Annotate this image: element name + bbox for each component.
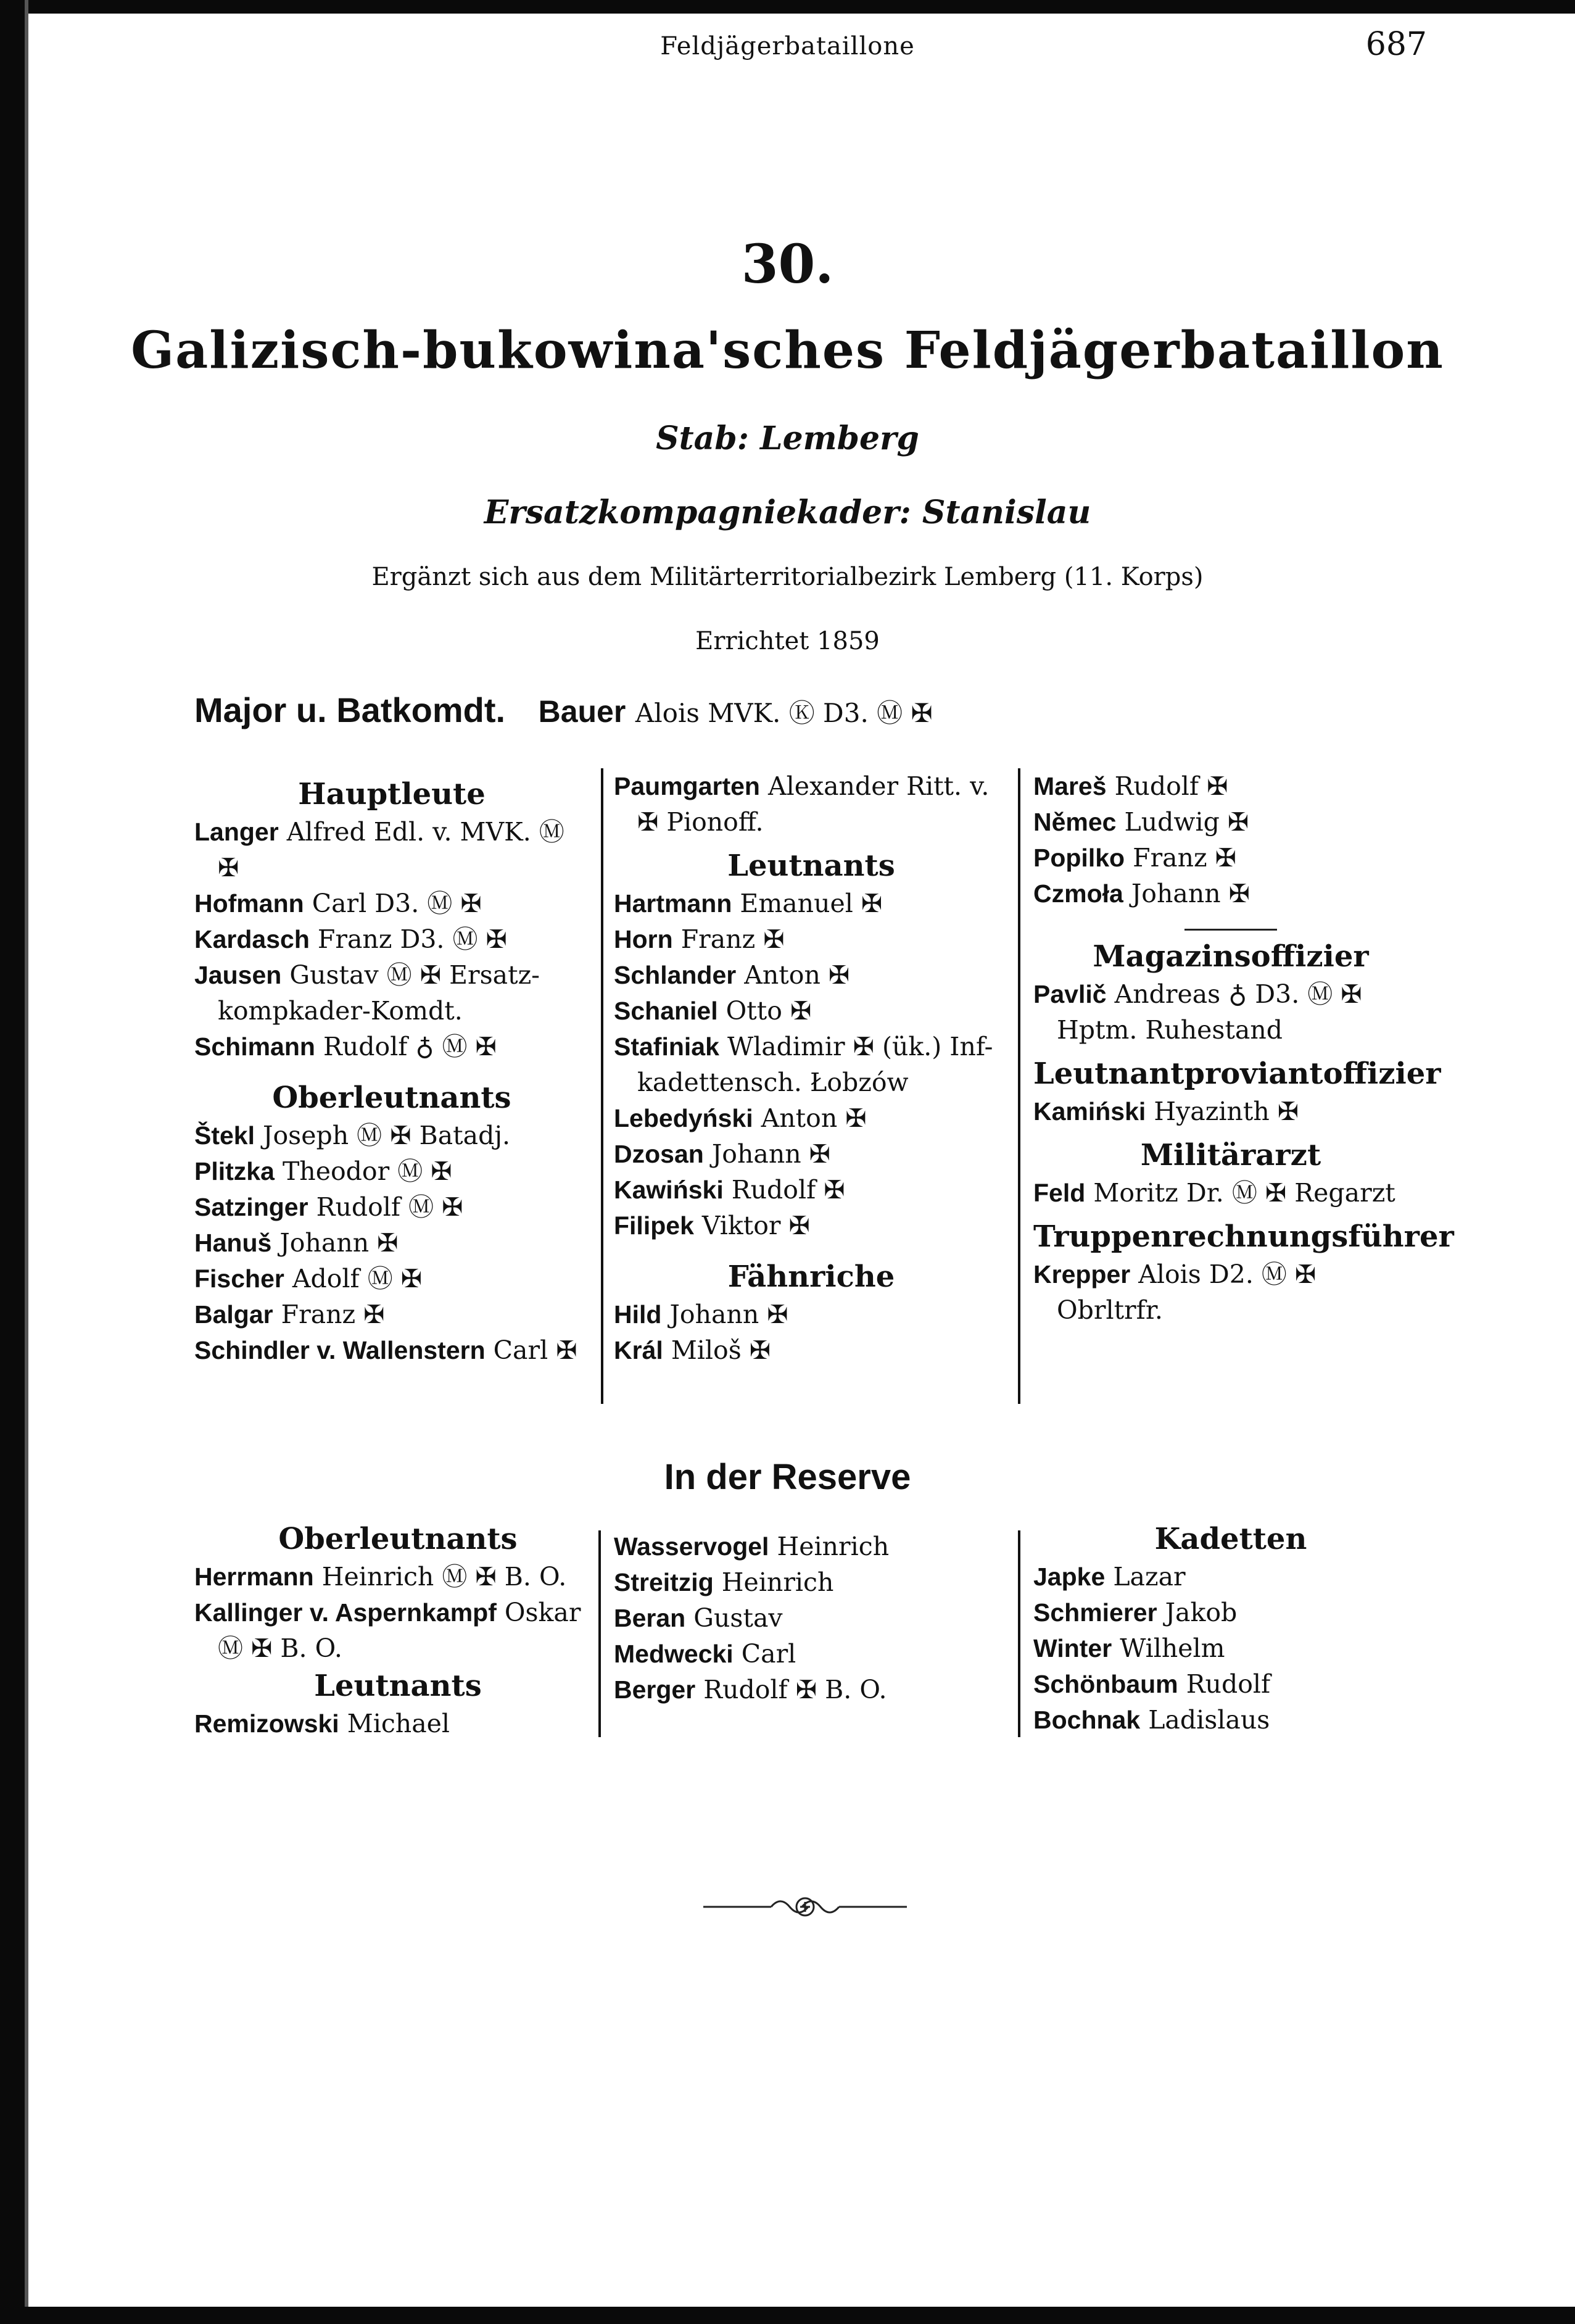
officer-details: Wilhelm [1120, 1633, 1225, 1663]
officer-entry [194, 1706, 601, 1741]
scan-border-top [0, 0, 1575, 14]
officer-details: Hyazinth ✠ [1154, 1097, 1299, 1126]
officer-surname: Kardasch [194, 925, 310, 953]
officer-entry [194, 921, 589, 957]
officer-details: Gustav [693, 1603, 783, 1633]
officer-surname: Pavlič [1033, 980, 1107, 1008]
officer-surname: Plitzka [194, 1157, 275, 1185]
officer-entry [614, 1529, 1009, 1564]
officer-details: Ludwig ✠ [1124, 807, 1249, 837]
heading-truppenrechnungsfuhrer: Truppenrechnungsführer [1033, 1219, 1454, 1254]
reserve-heading-leutnants: Leutnants [314, 1669, 482, 1703]
officer-details: Franz ✠ [281, 1300, 385, 1329]
officer-surname: Schlander [614, 961, 737, 989]
officer-details: Oskar [504, 1598, 581, 1627]
officer-details: Heinrich [721, 1567, 834, 1597]
reserve-heading-kadetten: Kadetten [1154, 1522, 1307, 1556]
officer-surname: Schönbaum [1033, 1670, 1178, 1698]
officer-surname: Medwecki [614, 1640, 734, 1668]
officer-surname: Štekl [194, 1121, 255, 1150]
officer-entry [1033, 1702, 1428, 1738]
officer-details: Johann ✠ [711, 1139, 831, 1169]
officer-surname: Kallinger v. Aspernkampf [194, 1598, 497, 1627]
officer-entry [614, 1332, 1009, 1368]
commander-name: Bauer [538, 694, 626, 729]
officer-entry [1033, 804, 1428, 840]
officer-surname: Filipek [614, 1211, 694, 1240]
officer-entry [614, 1564, 1009, 1600]
officer-surname: Winter [1033, 1634, 1112, 1662]
officer-details: Otto ✠ [725, 996, 812, 1026]
officer-entry [614, 1172, 1009, 1208]
officer-surname: Feld [1033, 1179, 1086, 1207]
officer-details: Johann ✠ [669, 1300, 788, 1329]
unit-title: Galizisch-bukowina'sches Feldjägerbataillon [131, 321, 1444, 380]
officer-entry [614, 1029, 1009, 1064]
officer-entry [1033, 768, 1428, 804]
officer-entry [1033, 1094, 1428, 1129]
officer-entry [614, 993, 1009, 1029]
officer-details: Emanuel ✠ [740, 889, 883, 918]
officer-entry [614, 1636, 1009, 1672]
officer-entry [614, 921, 1009, 957]
officer-surname: Langer [194, 818, 279, 846]
officer-surname: Fischer [194, 1264, 284, 1293]
officer-details: Anton ✠ [761, 1103, 867, 1133]
officer-details: Franz ✠ [680, 924, 785, 954]
officer-details: Heinrich [777, 1532, 890, 1561]
officer-details-continued: ✠ Pionoff. [637, 807, 764, 837]
officer-entry [614, 768, 1009, 804]
reserve-divider-1 [598, 1530, 601, 1737]
officer-surname: Lebedyński [614, 1104, 753, 1132]
officer-entry [1033, 840, 1428, 876]
officer-entry [194, 1297, 589, 1332]
unit-erganzt: Ergänzt sich aus dem Militärterritorialbezirk Lemberg (11. Korps) [371, 563, 1204, 591]
officer-details: Rudolf ✠ B. O. [703, 1675, 887, 1704]
officer-entry [194, 957, 589, 993]
column-1 [194, 768, 589, 1368]
officer-surname: Schaniel [614, 997, 718, 1025]
officer-entry [194, 814, 589, 850]
officer-surname: Stafiniak [614, 1032, 719, 1061]
officer-entry [614, 1600, 1009, 1636]
officer-details: Rudolf ✠ [731, 1175, 845, 1205]
officer-details: Alois D2. Ⓜ ✠ [1138, 1260, 1317, 1289]
officer-details-continued: Obrltrfr. [1057, 1295, 1163, 1325]
scan-border-bottom [0, 2307, 1575, 2324]
officer-details: Rudolf Ⓜ ✠ [316, 1192, 463, 1222]
officer-entry [1033, 1630, 1428, 1666]
unit-stab: Stab: Lemberg [656, 420, 919, 457]
officer-details: Michael [347, 1709, 450, 1738]
unit-number: 30. [741, 233, 834, 296]
officer-details: Rudolf ✠ [1114, 771, 1228, 801]
officer-surname: Czmoła [1033, 879, 1123, 908]
officer-details: Moritz Dr. Ⓜ ✠ Regarzt [1093, 1178, 1395, 1208]
officer-details-continued: kompkader-Komdt. [218, 996, 463, 1026]
officer-surname: Herrmann [194, 1562, 314, 1591]
officer-entry [614, 1672, 1009, 1708]
officer-details: Miloš ✠ [671, 1335, 771, 1365]
officer-surname: Mareš [1033, 772, 1107, 800]
officer-surname: Bochnak [1033, 1706, 1141, 1734]
officer-entry [1033, 1666, 1428, 1702]
officer-surname: Hild [614, 1300, 662, 1329]
officer-surname: Dzosan [614, 1140, 704, 1168]
heading-leutnants: Leutnants [727, 849, 895, 883]
officer-details: Carl D3. Ⓜ ✠ [312, 889, 482, 918]
running-title: Feldjägerbataillone [660, 32, 915, 60]
officer-surname: Berger [614, 1675, 696, 1704]
column-divider-1 [601, 768, 603, 1404]
heading-magazin: Magazinsoffizier [1093, 939, 1369, 974]
officer-entry [614, 1208, 1009, 1243]
column-3 [1033, 768, 1454, 1328]
column-2 [614, 768, 1009, 1368]
officer-surname: Hofmann [194, 889, 304, 918]
reserve-column-3 [1033, 1519, 1428, 1738]
officer-surname: Paumgarten [614, 772, 760, 800]
officer-entry [194, 1153, 589, 1189]
officer-details: Johann ✠ [1131, 879, 1250, 908]
officer-details-continued: kadettensch. Łobzów [637, 1068, 909, 1097]
unit-errichtet: Errichtet 1859 [695, 627, 880, 655]
officer-entry [1033, 1256, 1428, 1292]
officer-details: Rudolf ♁ Ⓜ ✠ [323, 1032, 497, 1061]
officer-entry [1033, 1559, 1428, 1595]
officer-details: Gustav Ⓜ ✠ Ersatz- [289, 960, 540, 990]
officer-surname: Wasservogel [614, 1532, 769, 1561]
heading-fahnriche: Fähnriche [727, 1260, 895, 1294]
officer-details: Andreas ♁ D3. Ⓜ ✠ [1114, 979, 1362, 1009]
officer-details: Alexander Ritt. v. [768, 771, 990, 801]
officer-entry [194, 1559, 601, 1595]
officer-details-continued: ✠ [218, 853, 239, 882]
officer-surname: Schimann [194, 1032, 315, 1061]
officer-entry [614, 1136, 1009, 1172]
officer-details-continued: Ⓜ ✠ B. O. [218, 1633, 342, 1663]
officer-surname: Hartmann [614, 889, 732, 918]
reserve-divider-2 [1018, 1530, 1020, 1737]
column-divider-2 [1018, 768, 1020, 1404]
officer-details: Viktor ✠ [701, 1211, 810, 1240]
officer-entry [1033, 1175, 1428, 1211]
officer-entry [1033, 976, 1428, 1012]
officer-entry [194, 1118, 589, 1153]
officer-details: Anton ✠ [744, 960, 850, 990]
officer-details: Carl [741, 1639, 796, 1669]
officer-surname: Němec [1033, 808, 1117, 836]
reserve-column-1 [194, 1519, 601, 1741]
officer-surname: Krepper [1033, 1260, 1131, 1289]
reserve-heading-oberleutnants: Oberleutnants [278, 1522, 518, 1556]
officer-details: Ladislaus [1148, 1705, 1270, 1735]
officer-entry [194, 1189, 589, 1225]
officer-surname: Kawiński [614, 1176, 724, 1204]
officer-surname: Balgar [194, 1300, 273, 1329]
officer-surname: Satzinger [194, 1193, 308, 1221]
officer-surname: Král [614, 1336, 663, 1364]
officer-details: Joseph Ⓜ ✠ Batadj. [263, 1121, 511, 1150]
officer-details: Franz D3. Ⓜ ✠ [317, 924, 507, 954]
officer-surname: Popilko [1033, 844, 1125, 872]
officer-surname: Jausen [194, 961, 282, 989]
unit-ersatz: Ersatzkompagniekader: Stanislau [484, 494, 1091, 531]
commander-line [194, 690, 933, 730]
officer-entry [614, 957, 1009, 993]
officer-entry [194, 1225, 589, 1261]
officer-entry [1033, 1595, 1428, 1630]
commander-rest: Alois MVK. Ⓚ D3. Ⓜ ✠ [635, 698, 933, 728]
heading-proviant: Leutnantproviantoffizier [1033, 1056, 1441, 1091]
ornament-divider [703, 1888, 907, 1925]
officer-surname: Schmierer [1033, 1598, 1157, 1627]
officer-details: Theodor Ⓜ ✠ [282, 1156, 452, 1186]
column-3-rule [1184, 929, 1277, 931]
officer-surname: Japke [1033, 1562, 1106, 1591]
officer-details: Carl ✠ [493, 1335, 577, 1365]
officer-details: Alfred Edl. v. MVK. Ⓜ [286, 817, 564, 847]
officer-surname: Kamiński [1033, 1097, 1146, 1126]
officer-surname: Beran [614, 1604, 686, 1632]
officer-entry [194, 1029, 589, 1064]
officer-entry [194, 1261, 589, 1297]
reserve-heading: In der Reserve [664, 1457, 911, 1497]
officer-surname: Schindler v. Wallenstern [194, 1336, 486, 1364]
reserve-column-2 [614, 1529, 1009, 1708]
officer-entry [614, 886, 1009, 921]
commander-rank: Major u. Batkomdt. [194, 691, 506, 729]
page-number: 687 [1365, 26, 1427, 63]
officer-details: Jakob [1165, 1598, 1238, 1627]
officer-surname: Horn [614, 925, 673, 953]
heading-hauptleute: Hauptleute [298, 777, 486, 811]
officer-surname: Remizowski [194, 1709, 339, 1738]
heading-militararzt: Militärarzt [1140, 1138, 1321, 1172]
officer-details-continued: Hptm. Ruhestand [1057, 1015, 1283, 1045]
heading-oberleutnants: Oberleutnants [272, 1081, 511, 1115]
officer-details: Heinrich Ⓜ ✠ B. O. [321, 1562, 567, 1592]
officer-entry [194, 1595, 601, 1630]
officer-surname: Hanuš [194, 1229, 272, 1257]
officer-entry [1033, 876, 1428, 911]
officer-entry [614, 1100, 1009, 1136]
officer-details: Lazar [1113, 1562, 1186, 1592]
officer-details: Johann ✠ [279, 1228, 399, 1258]
officer-surname: Streitzig [614, 1568, 714, 1596]
officer-details: Franz ✠ [1133, 843, 1237, 873]
officer-details: Wladimir ✠ (ük.) Inf- [727, 1032, 993, 1061]
officer-entry [194, 886, 589, 921]
officer-details: Rudolf [1186, 1669, 1271, 1699]
officer-entry [614, 1297, 1009, 1332]
officer-entry [194, 1332, 589, 1368]
officer-details: Adolf Ⓜ ✠ [292, 1264, 423, 1293]
